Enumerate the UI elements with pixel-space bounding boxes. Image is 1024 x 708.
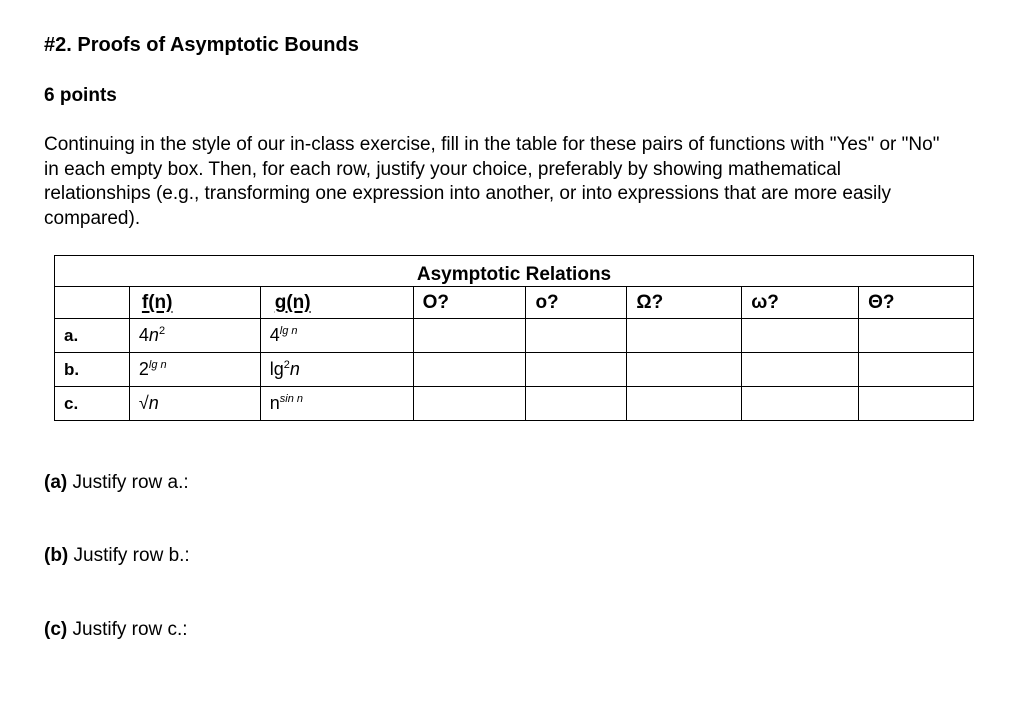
table-group-header: Asymptotic Relations [55, 256, 974, 287]
answer-cell-little-omega[interactable] [742, 353, 859, 387]
justify-row-a: (a) Justify row a.: [44, 472, 189, 493]
answer-cell-big-omega[interactable] [627, 353, 742, 387]
g-expression: $4^{lg n}$ [260, 319, 413, 353]
answer-cell-big-o[interactable] [413, 387, 526, 421]
column-header-g: g(n) [260, 287, 413, 319]
table-row [55, 353, 974, 387]
answer-cell-theta[interactable] [859, 387, 974, 421]
column-header-row [55, 287, 974, 319]
column-header-little-o: o? [526, 287, 627, 319]
f-expression: $4n^2$ [129, 319, 260, 353]
asymptotic-relations-table [54, 255, 974, 421]
column-header-big-o: O? [413, 287, 526, 319]
table-row [55, 387, 974, 421]
answer-cell-little-o[interactable] [526, 319, 627, 353]
answer-cell-big-omega[interactable] [627, 387, 742, 421]
column-header-big-omega: Ω? [627, 287, 742, 319]
row-label: c. [55, 387, 130, 421]
answer-cell-theta[interactable] [859, 353, 974, 387]
column-header-little-omega: ω? [742, 287, 859, 319]
instructions-paragraph: Continuing in the style of our in-class exercise, fill in the table for these pairs of functions with "Yes" or "No" in each empty box. Then, for each row, justify your choice, preferably by showing mathematical relationships (e.g., transforming one expression into another, or into expressions that are more easily compared). [44, 134, 940, 229]
g-expression: $n^{sin n}$ [260, 387, 413, 421]
row-label: a. [55, 319, 130, 353]
points-label: 6 points [44, 85, 117, 106]
table-row [55, 319, 974, 353]
row-label: b. [55, 353, 130, 387]
answer-cell-little-omega[interactable] [742, 387, 859, 421]
f-expression: √n [129, 387, 260, 421]
answer-cell-big-o[interactable] [413, 353, 526, 387]
column-header-theta: Θ? [859, 287, 974, 319]
page-title: #2. Proofs of Asymptotic Bounds [44, 34, 359, 56]
answer-cell-big-omega[interactable] [627, 319, 742, 353]
answer-cell-theta[interactable] [859, 319, 974, 353]
answer-cell-little-omega[interactable] [742, 319, 859, 353]
column-header-f: f(n) [129, 287, 260, 319]
answer-cell-little-o[interactable] [526, 387, 627, 421]
header-empty-cell [55, 287, 130, 319]
answer-cell-little-o[interactable] [526, 353, 627, 387]
justify-row-b: (b) Justify row b.: [44, 545, 190, 566]
g-expression: $\lg^2n$ [260, 353, 413, 387]
f-expression: $2^{lg n}$ [129, 353, 260, 387]
answer-cell-big-o[interactable] [413, 319, 526, 353]
justify-row-c: (c) Justify row c.: [44, 619, 188, 640]
